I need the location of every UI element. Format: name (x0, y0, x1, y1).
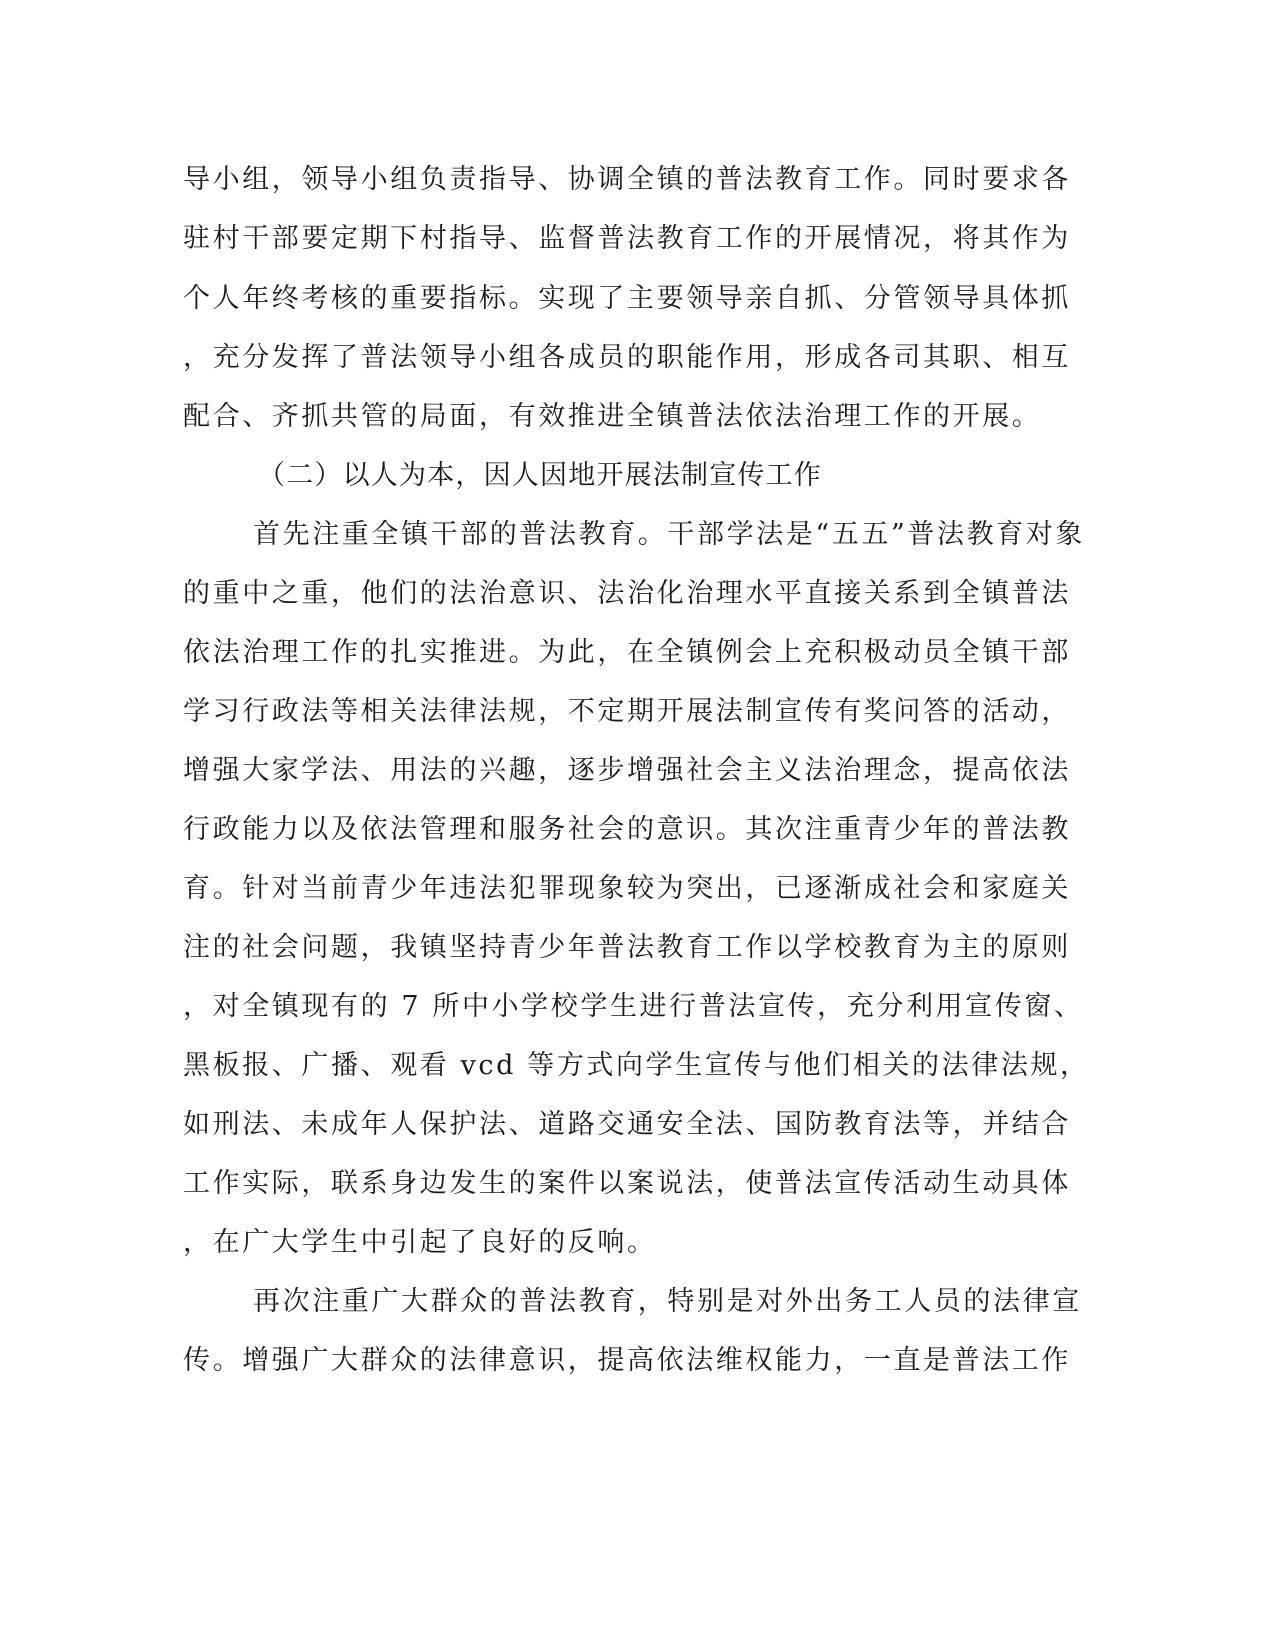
text-line: 育。针对当前青少年违法犯罪现象较为突出，已逐渐成社会和家庭关 (183, 873, 1071, 904)
text-line: 依法治理工作的扎实推进。为此，在全镇例会上充积极动员全镇干部 (183, 637, 1071, 668)
text-line: 行政能力以及依法管理和服务社会的意识。其次注重青少年的普法教 (183, 814, 1071, 845)
text-line: 学习行政法等相关法律法规，不定期开展法制宣传有奖问答的活动， (183, 696, 1071, 727)
text-line: ，在广大学生中引起了良好的反响。 (183, 1227, 657, 1258)
text-line: ，充分发挥了普法领导小组各成员的职能作用，形成各司其职、相互 (183, 342, 1071, 373)
text-line: 驻村干部要定期下村指导、监督普法教育工作的开展情况，将其作为 (183, 223, 1071, 254)
text-line: 首先注重全镇干部的普法教育。干部学法是“五五”普法教育对象 (253, 519, 1086, 550)
text-line: ，对全镇现有的 7 所中小学校学生进行普法宣传，充分利用宣传窗、 (183, 991, 1084, 1022)
text-line: 黑板报、广播、观看 vcd 等方式向学生宣传与他们相关的法律法规， (183, 1050, 1090, 1081)
text-line: 个人年终考核的重要指标。实现了主要领导亲自抓、分管领导具体抓 (183, 283, 1071, 314)
text-line: 的重中之重，他们的法治意识、法治化治理水平直接关系到全镇普法 (183, 578, 1071, 609)
text-line: 注的社会问题，我镇坚持青少年普法教育工作以学校教育为主的原则 (183, 932, 1071, 963)
text-line: 传。增强广大群众的法律意识，提高依法维权能力，一直是普法工作 (183, 1345, 1071, 1376)
text-line: 导小组，领导小组负责指导、协调全镇的普法教育工作。同时要求各 (183, 164, 1071, 195)
section-heading: （二）以人为本，因人因地开展法制宣传工作 (258, 460, 822, 491)
text-line: 再次注重广大群众的普法教育，特别是对外出务工人员的法律宣 (253, 1286, 1082, 1317)
text-line: 增强大家学法、用法的兴趣，逐步增强社会主义法治理念，提高依法 (183, 755, 1071, 786)
text-line: 工作实际，联系身边发生的案件以案说法，使普法宣传活动生动具体 (183, 1168, 1071, 1199)
text-line: 配合、齐抓共管的局面，有效推进全镇普法依法治理工作的开展。 (183, 401, 1042, 432)
text-line: 如刑法、未成年人保护法、道路交通安全法、国防教育法等，并结合 (183, 1109, 1071, 1140)
